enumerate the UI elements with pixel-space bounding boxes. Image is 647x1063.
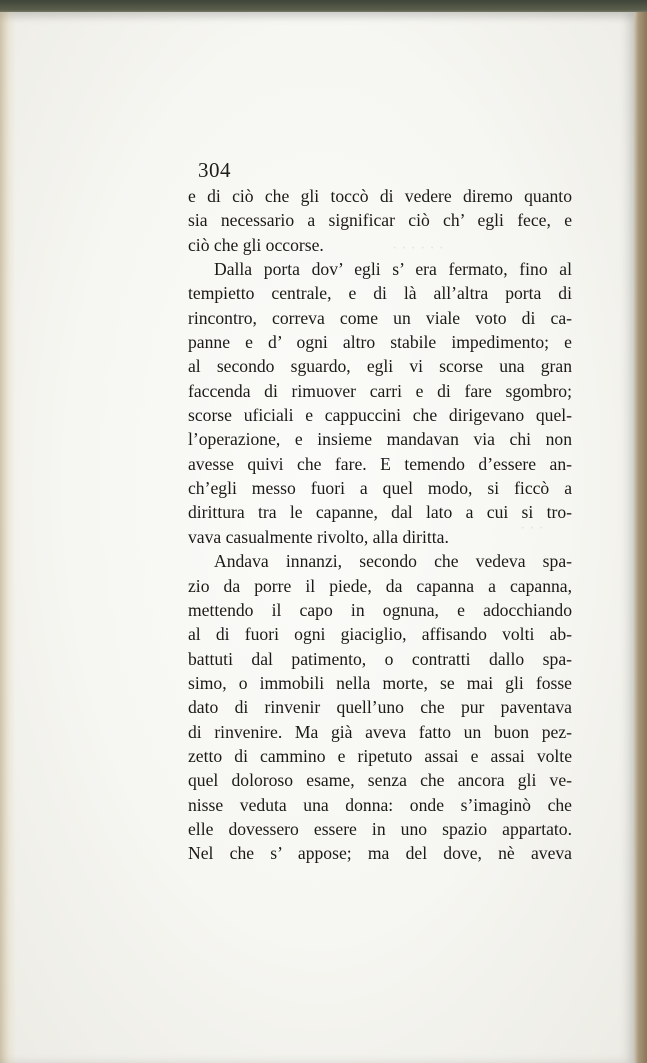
show-through-text: · · · <box>520 520 544 537</box>
text-line: battuti dal patimento, o contratti dallo spa- <box>188 648 572 669</box>
text-line: rincontro, correva come un viale voto di ca- <box>188 307 572 328</box>
text-line: quel doloroso esame, senza che ancora gli ve- <box>188 770 572 791</box>
show-through-text: · · · · · · <box>392 240 444 257</box>
text-line: al secondo sguardo, egli vi scorse una gran <box>188 356 572 377</box>
body-text <box>188 184 572 866</box>
text-line: ch’egli messo fuori a quel modo, si ficcò a <box>188 478 572 499</box>
text-line: Andava innanzi, secondo che vedeva spa- <box>214 551 572 572</box>
text-line: avesse quivi che fare. E temendo d’essere an- <box>188 453 572 474</box>
text-line: dato di rinvenir quell’uno che pur paventava <box>188 697 572 718</box>
text-line: ciò che gli occorse. <box>188 234 324 255</box>
text-line: dirittura tra le capanne, dal lato a cui si tro- <box>188 502 572 523</box>
text-line: tempietto centrale, e di là all’altra porta di <box>188 283 572 304</box>
page-number: 304 <box>198 158 231 182</box>
text-line: e di ciò che gli toccò di vedere diremo quanto <box>188 186 572 206</box>
text-line: scorse uficiali e cappuccini che dirigevano quel- <box>188 405 572 426</box>
text-line: zetto di cammino e ripetuto assai e assai volte <box>188 745 572 766</box>
text-line: faccenda di rimuover carri e di fare sgombro; <box>188 380 572 401</box>
text-line: panne e d’ ogni altro stabile impedimento; e <box>188 332 572 353</box>
text-line: simo, o immobili nella morte, se mai gli fosse <box>188 672 572 693</box>
spine-shadow <box>0 12 16 1063</box>
text-line: di rinvenire. Ma già aveva fatto un buon pez- <box>188 721 572 742</box>
text-line: vava casualmente rivolto, alla diritta. <box>188 526 449 547</box>
text-line: zio da porre il piede, da capanna a capanna, <box>188 575 572 596</box>
text-line: mettendo il capo in ognuna, e adocchiando <box>188 599 572 620</box>
text-line: Nel che s’ appose; ma del dove, nè aveva <box>188 843 572 864</box>
page-edge <box>634 12 647 1063</box>
text-line: Dalla porta dov’ egli s’ era fermato, fino al <box>214 259 572 280</box>
text-line: sia necessario a significar ciò ch’ egli fece, e <box>188 210 572 231</box>
text-line: al di fuori ogni giaciglio, affisando volti ab- <box>188 624 572 645</box>
text-line: elle dovessero essere in uno spazio appartato. <box>188 818 572 839</box>
text-line: nisse veduta una donna: onde s’imaginò che <box>188 794 572 815</box>
text-line: l’operazione, e insieme mandavan via chi non <box>188 429 572 450</box>
